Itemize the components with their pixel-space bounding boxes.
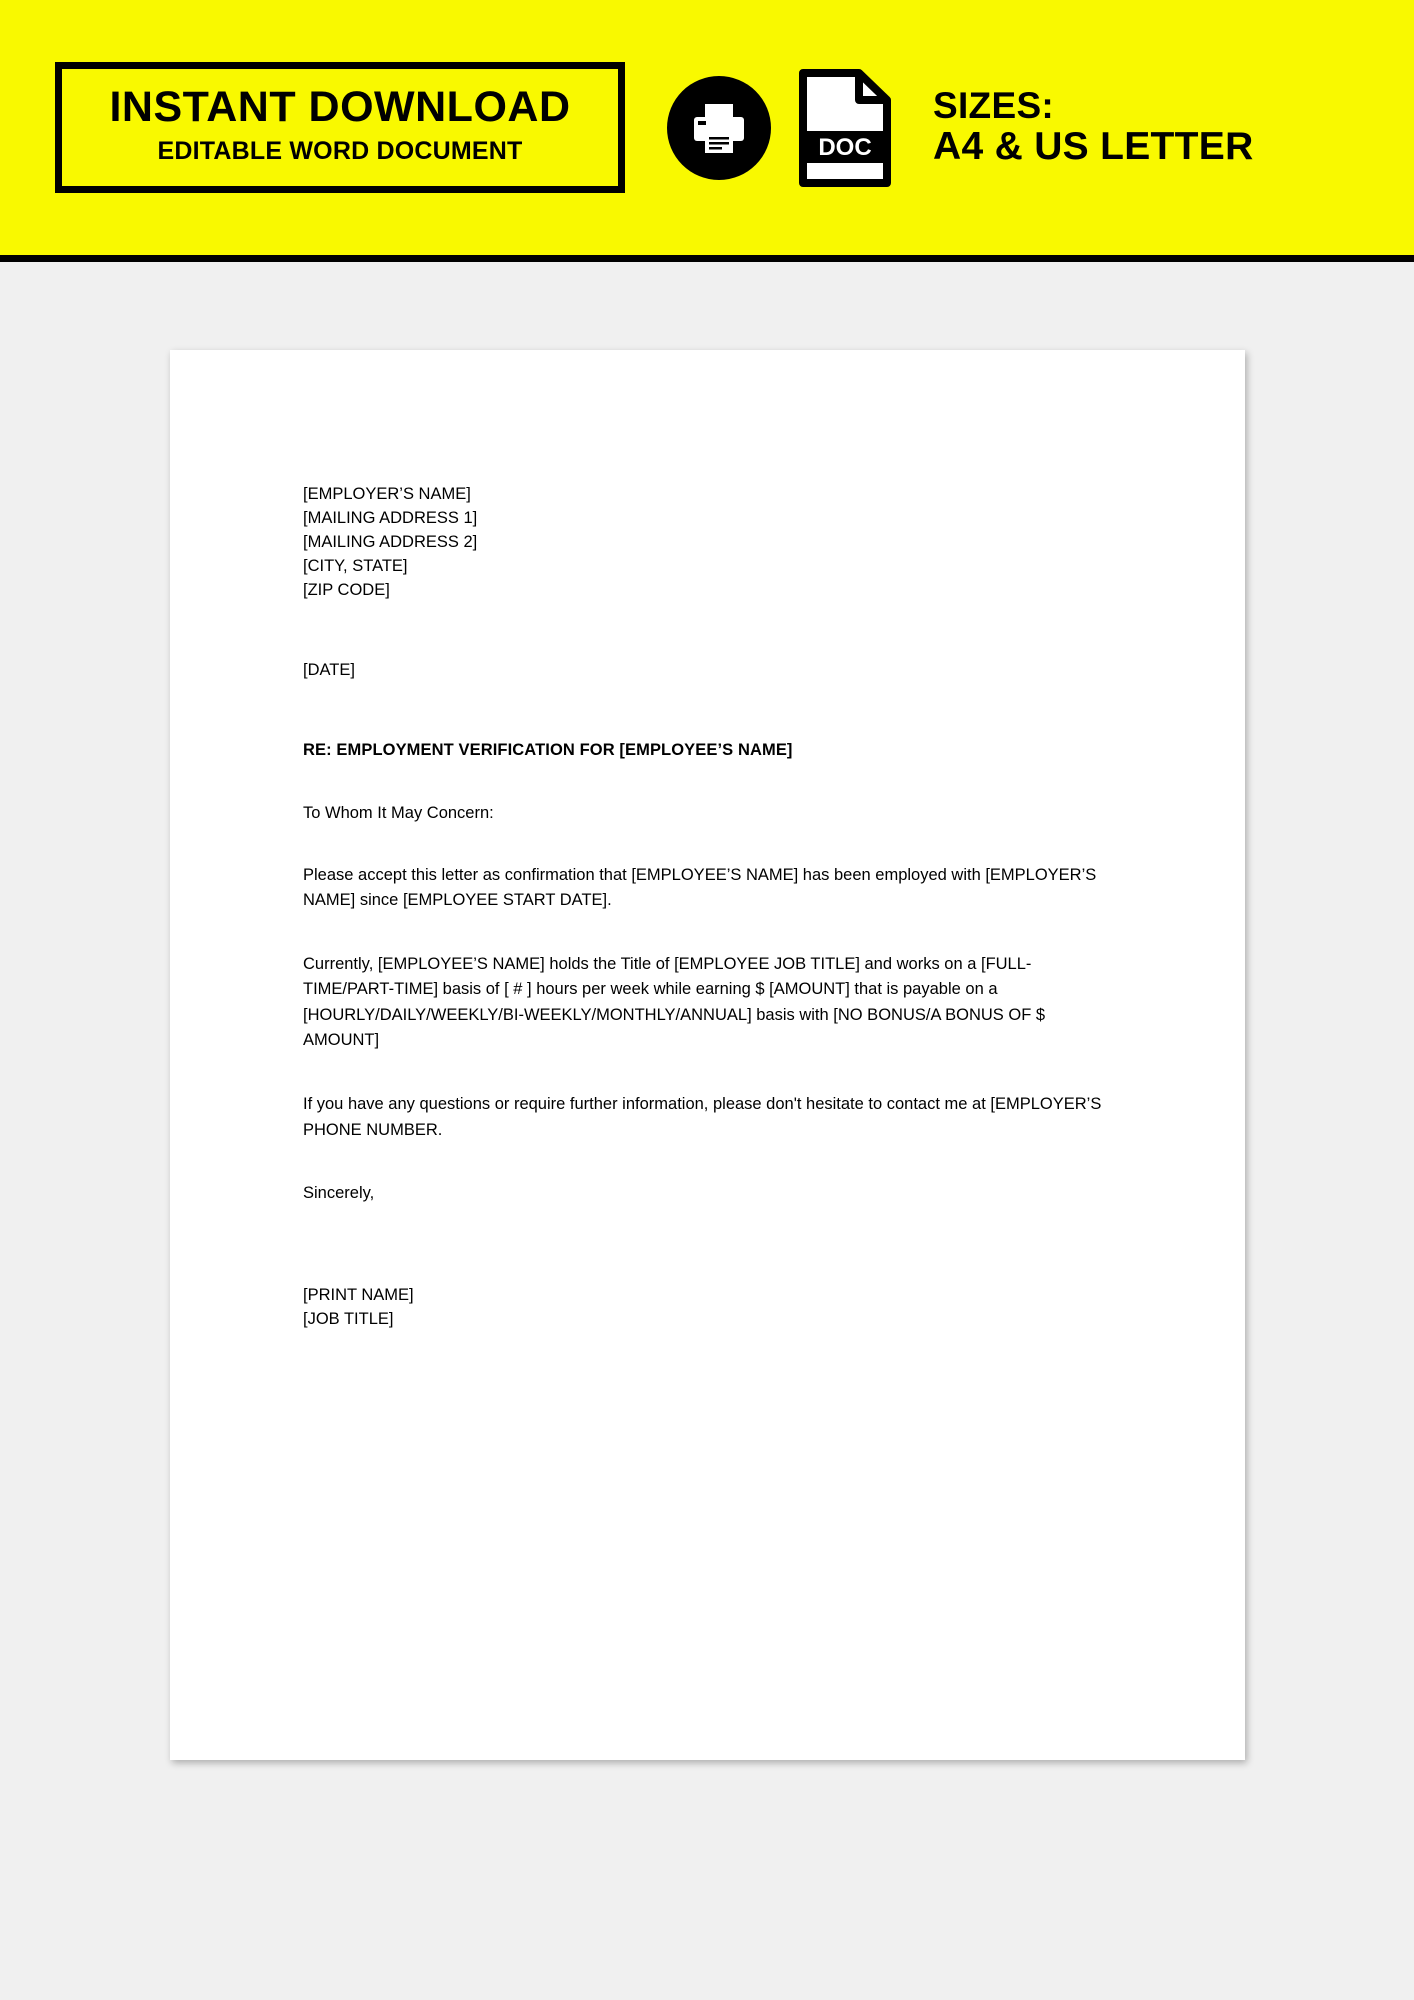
signature-name: [PRINT NAME]	[303, 1286, 414, 1305]
body-paragraph-1: Please accept this letter as confirmation that [EMPLOYEE’S NAME] has been employed with [EMPLOYER’S NAME] since [EMPLOYEE START DATE].	[303, 865, 1097, 910]
promo-title: INSTANT DOWNLOAD	[109, 83, 571, 132]
sizes-info	[933, 86, 1254, 168]
doc-badge-label: DOC	[818, 133, 872, 161]
printer-icon	[667, 76, 771, 180]
subject-line: RE: EMPLOYMENT VERIFICATION FOR [EMPLOYEE’S NAME]	[303, 741, 793, 760]
promo-subtitle: EDITABLE WORD DOCUMENT	[157, 136, 523, 165]
address-line: [MAILING ADDRESS 1]	[303, 509, 478, 528]
sizes-label: SIZES:	[933, 85, 1055, 127]
date-line: [DATE]	[303, 661, 355, 680]
signature-title: [JOB TITLE]	[303, 1310, 394, 1329]
address-line: [EMPLOYER’S NAME]	[303, 485, 471, 503]
document-workspace	[0, 262, 1414, 2000]
address-line: [CITY, STATE]	[303, 557, 408, 576]
address-line: [ZIP CODE]	[303, 581, 390, 600]
body-paragraph-2: Currently, [EMPLOYEE’S NAME] holds the Title of [EMPLOYEE JOB TITLE] and works on a [FULL-TIME/PART-TIME] basis of [ # ] hours per week while earning $ [AMOUNT] that is payable on a [HOURLY/DAILY/WEEKLY/BI-WEEKLY/MONTHLY/ANNUAL] basis with [NO BONUS/A BONUS OF $ AMOUNT]	[303, 954, 1046, 1050]
salutation: To Whom It May Concern:	[303, 803, 494, 822]
address-line: [MAILING ADDRESS 2]	[303, 533, 478, 552]
sender-address-block	[303, 482, 1103, 602]
instant-download-badge	[55, 62, 625, 193]
letter-page	[170, 350, 1245, 1760]
promo-banner	[0, 0, 1414, 262]
body-paragraph-3: If you have any questions or require further information, please don't hesitate to contact me at [EMPLOYER’S PHONE NUMBER.	[303, 1095, 1102, 1139]
letter-content	[303, 482, 1103, 1331]
sizes-value: A4 & US LETTER	[933, 125, 1254, 169]
closing: Sincerely,	[303, 1184, 375, 1203]
promo-icon-group	[667, 69, 893, 187]
doc-file-icon	[797, 69, 893, 187]
